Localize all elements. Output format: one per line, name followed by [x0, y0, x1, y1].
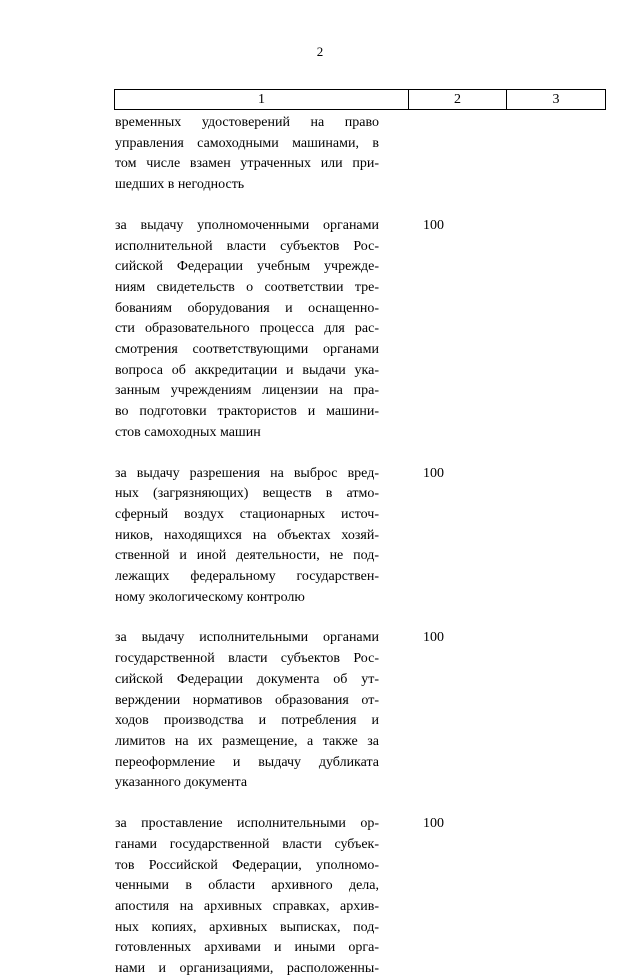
fee-description	[115, 814, 379, 980]
fee-row	[115, 628, 585, 794]
fee-description	[115, 628, 379, 794]
fee-description-line: ных (загрязняющих) веществ в атмо-	[115, 486, 379, 502]
fee-description-line: стов самоходных машин	[115, 424, 261, 440]
fee-description-line: сийской Федерации документа об ут-	[115, 671, 379, 687]
fee-description-line: ников, находящихся на объектах хозяй-	[115, 527, 379, 543]
fee-description	[115, 113, 379, 196]
fee-description-line: ходов производства и потребления и	[115, 713, 379, 729]
fee-amount: 100	[423, 217, 444, 233]
fee-description-line: сферный воздух стационарных источ-	[115, 506, 379, 522]
fee-description-line: исполнительной власти субъектов Рос-	[115, 238, 379, 254]
fee-description-line: сти образовательного процесса для рас-	[115, 321, 379, 337]
fee-description-line: временных удостоверений на право	[115, 115, 379, 130]
column-header-3: 3	[507, 90, 606, 110]
fee-description-line: смотрения соответствующими органами	[115, 342, 379, 358]
fee-description-line: верждении нормативов образования от-	[115, 692, 379, 708]
fee-description-line: бованиям оборудования и оснащенно-	[115, 300, 379, 316]
fee-description-line: готовленных архивами и иными орга-	[115, 940, 379, 956]
fee-description-line: переоформление и выдачу дубликата	[115, 754, 379, 770]
fee-description-line: ниям свидетельств о соответствии тре-	[115, 279, 379, 295]
fee-description-line: государственной власти субъектов Рос-	[115, 651, 379, 667]
fee-amount: 100	[423, 465, 444, 481]
fee-description-line: ченными в области архивного дела,	[115, 878, 379, 894]
fee-row	[115, 464, 585, 609]
fee-description-line: за выдачу исполнительными органами	[115, 630, 379, 646]
fee-description-line: шедших в негодность	[115, 177, 245, 193]
fee-description-line: занным учреждениям лицензии на пра-	[115, 383, 379, 399]
fee-row	[115, 113, 585, 196]
fee-description-line: лежащих федеральному государствен-	[115, 569, 379, 585]
column-header-1: 1	[115, 90, 409, 110]
fee-description-line: ственной и иной деятельности, не под-	[115, 548, 379, 564]
fee-row	[115, 216, 585, 444]
fee-description-line: вопроса об аккредитации и выдачи ука-	[115, 362, 379, 378]
fee-description	[115, 464, 379, 609]
fee-description-line: указанного документа	[115, 775, 248, 791]
fee-row	[115, 814, 585, 980]
fee-amount: 100	[423, 630, 444, 646]
fee-table-body	[115, 113, 585, 980]
fee-description-line: нами и организациями, расположенны-	[115, 961, 379, 977]
fee-description-line: за проставление исполнительными ор-	[115, 816, 379, 832]
fee-description-line: сийской Федерации учебным учрежде-	[115, 259, 379, 275]
fee-amount: 100	[423, 816, 444, 832]
fee-description-line: за выдачу уполномоченными органами	[115, 217, 379, 233]
fee-description	[115, 216, 379, 444]
fee-description-line: лимитов на их размещение, а также за	[115, 733, 379, 749]
fee-description-line: тов Российской Федерации, уполномо-	[115, 857, 379, 873]
column-header-table	[114, 89, 606, 110]
fee-description-line: ных копиях, архивных выписках, под-	[115, 919, 379, 935]
fee-description-line: во подготовки трактористов и машини-	[115, 404, 379, 420]
fee-description-line: управления самоходными машинами, в	[115, 135, 379, 151]
fee-description-line: апостиля на архивных справках, архив-	[115, 898, 379, 914]
column-header-2: 2	[409, 90, 507, 110]
fee-description-line: ному экологическому контролю	[115, 589, 305, 605]
fee-description-line: за выдачу разрешения на выброс вред-	[115, 465, 379, 481]
fee-description-line: ганами государственной власти субъек-	[115, 836, 379, 852]
page-number: 2	[316, 44, 324, 59]
fee-description-line: том числе взамен утраченных или при-	[115, 156, 379, 172]
